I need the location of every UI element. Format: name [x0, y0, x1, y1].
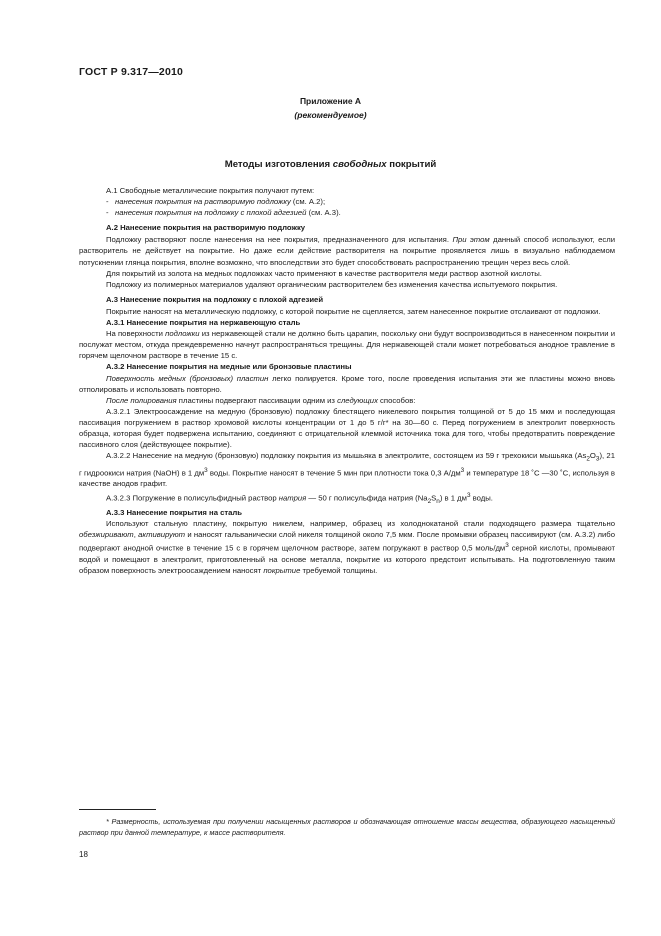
paragraph: На поверхности подложки из нержавеющей стали не должно быть царапин, поскольку они будут воспроизводиться в нанесенном покрытии и послужат местом, откуда преждевременно начнут распространяться трещины. Для нержавеющей стали может потребоваться анодное травление в горячем щелочном растворе в течение 15 с. — [79, 329, 615, 361]
document-body — [79, 185, 615, 576]
annex-title: Приложение А — [299, 96, 362, 106]
section-a31-heading: А.3.1 Нанесение покрытия на нержавеющую сталь — [106, 318, 301, 328]
main-title-part2: свободных — [332, 159, 387, 170]
list-item-text: нанесения покрытия на растворимую подложку (см. А.2); — [115, 197, 326, 207]
footnote: * Размерность, используемая при получении насыщенных растворов и обозначающая отношение массы вещества, образующего насыщенный раствор при данной температуре, к массе растворителя. — [79, 817, 615, 837]
section-a2-heading: А.2 Нанесение покрытия на растворимую подложку — [106, 223, 306, 233]
paragraph: Используют стальную пластину, покрытую никелем, например, образец из холоднокатаной стали подходящего размера тщательно обезжиривают, активируют и наносят гальванически слой никеля толщиной около 7,5 мкм. После промывки образец пассивируют (см. А.3.2) либо подвергают анодной очистке в течение 15 с в горячем щелочном растворе, затем погружают в раствор 0,5 моль/$дм^3$ серной кислоты, промывают водой и помещают в электролит, приготовленный на основе металла, покрытие из которого предстоит испытывать. На подготовленную таким образом поверхность электроосаждением наносят покрытие требуемой толщины. — [79, 518, 615, 575]
intro-line: А.1 Свободные металлические покрытия получают путем: — [106, 186, 315, 195]
methods-list — [79, 196, 615, 218]
page-number: 18 — [79, 850, 88, 859]
section-a33-heading: А.3.3 Нанесение покрытия на сталь — [106, 507, 243, 517]
section-a32-heading: А.3.2 Нанесение покрытия на медные или бронзовые пластины — [106, 362, 352, 372]
paragraph: Подложку из полимерных материалов удаляют органическим растворителем без изменения качества испытуемого покрытия. — [106, 279, 558, 289]
paragraph: Подложку растворяют после нанесения на нее покрытия, предназначенного для испытания. При этом данный способ используют, если растворитель не действует на покрытие. Но даже если действие растворителя на покрытие проявляется лишь в визуально наблюдаемом потускнении глянца покрытия, вполне возможно, что впоследствии это будет способствовать распространению трещин через весь слой. — [79, 235, 616, 267]
main-title-part3: покрытий — [386, 159, 437, 170]
paragraph-a321: А.3.2.1 Электроосаждение на медную (бронзовую) подложку блестящего никелевого покрытия толщиной от 5 до 15 мкм и последующая пассивация погружением в раствор хромовой кислоты концентрации от 1 до 5 г/г* на 30—60 с. Перед погружением в электролит поверхность образца, которая будет подвержена испытанию, соединяют с отрицательной клеммой источника тока для того, чтобы предотвратить повреждение пассивного слоя (действующее покрытие). — [79, 406, 615, 450]
main-title-part1: Методы изготовления — [224, 159, 333, 170]
section-a3-heading: А.3 Нанесение покрытия на подложку с плохой адгезией — [106, 294, 324, 304]
paragraph-a322: А.3.2.2 Нанесение на медную (бронзовую) подложку покрытия из мышьяка в электролите, состоящем из 59 г трехокиси мышьяка $(As_2O_3)$, 21 г гидроокиси натрия (NaOH) в 1 $дм^3$ воды. Покрытие наносят в течение 5 мин при плотности тока 0,3 $А/дм^3$ и температуре 18 ˚С —30 ˚С, используя в качестве анодов графит. — [79, 451, 615, 489]
paragraph: Покрытие наносят на металлическую подложку, с которой покрытие не сцепляется, затем нанесенное покрытие отслаивают от подложки. — [106, 306, 601, 316]
list-dash: - — [106, 197, 109, 207]
footnote-divider — [79, 809, 156, 810]
paragraph: После полирования пластины подвергают пассивации одним из следующих способов: — [106, 395, 416, 405]
annex-subtitle: (рекомендуемое) — [294, 110, 367, 120]
list-dash: - — [106, 208, 109, 218]
document-code: ГОСТ Р 9.317—2010 — [79, 66, 184, 78]
list-item — [106, 207, 615, 218]
paragraph: Для покрытий из золота на медных подложках часто применяют в качестве растворителя меди раствор азотной кислоты. — [106, 268, 542, 278]
main-title — [0, 159, 661, 170]
paragraph-a323: А.3.2.3 Погружение в полисульфидный раствор натрия — 50 г полисульфида натрия $(Na_2S_n)$ в 1 $дм^3$ воды. — [106, 491, 493, 505]
paragraph: Поверхность медных (бронзовых) пластин легко полируется. Кроме того, после проведения испытания эти же пластины можно вновь отполировать и использовать повторно. — [79, 373, 615, 394]
list-item — [106, 196, 615, 207]
list-item-text: нанесения покрытия на подложку с плохой адгезией (см. А.3). — [115, 208, 341, 218]
